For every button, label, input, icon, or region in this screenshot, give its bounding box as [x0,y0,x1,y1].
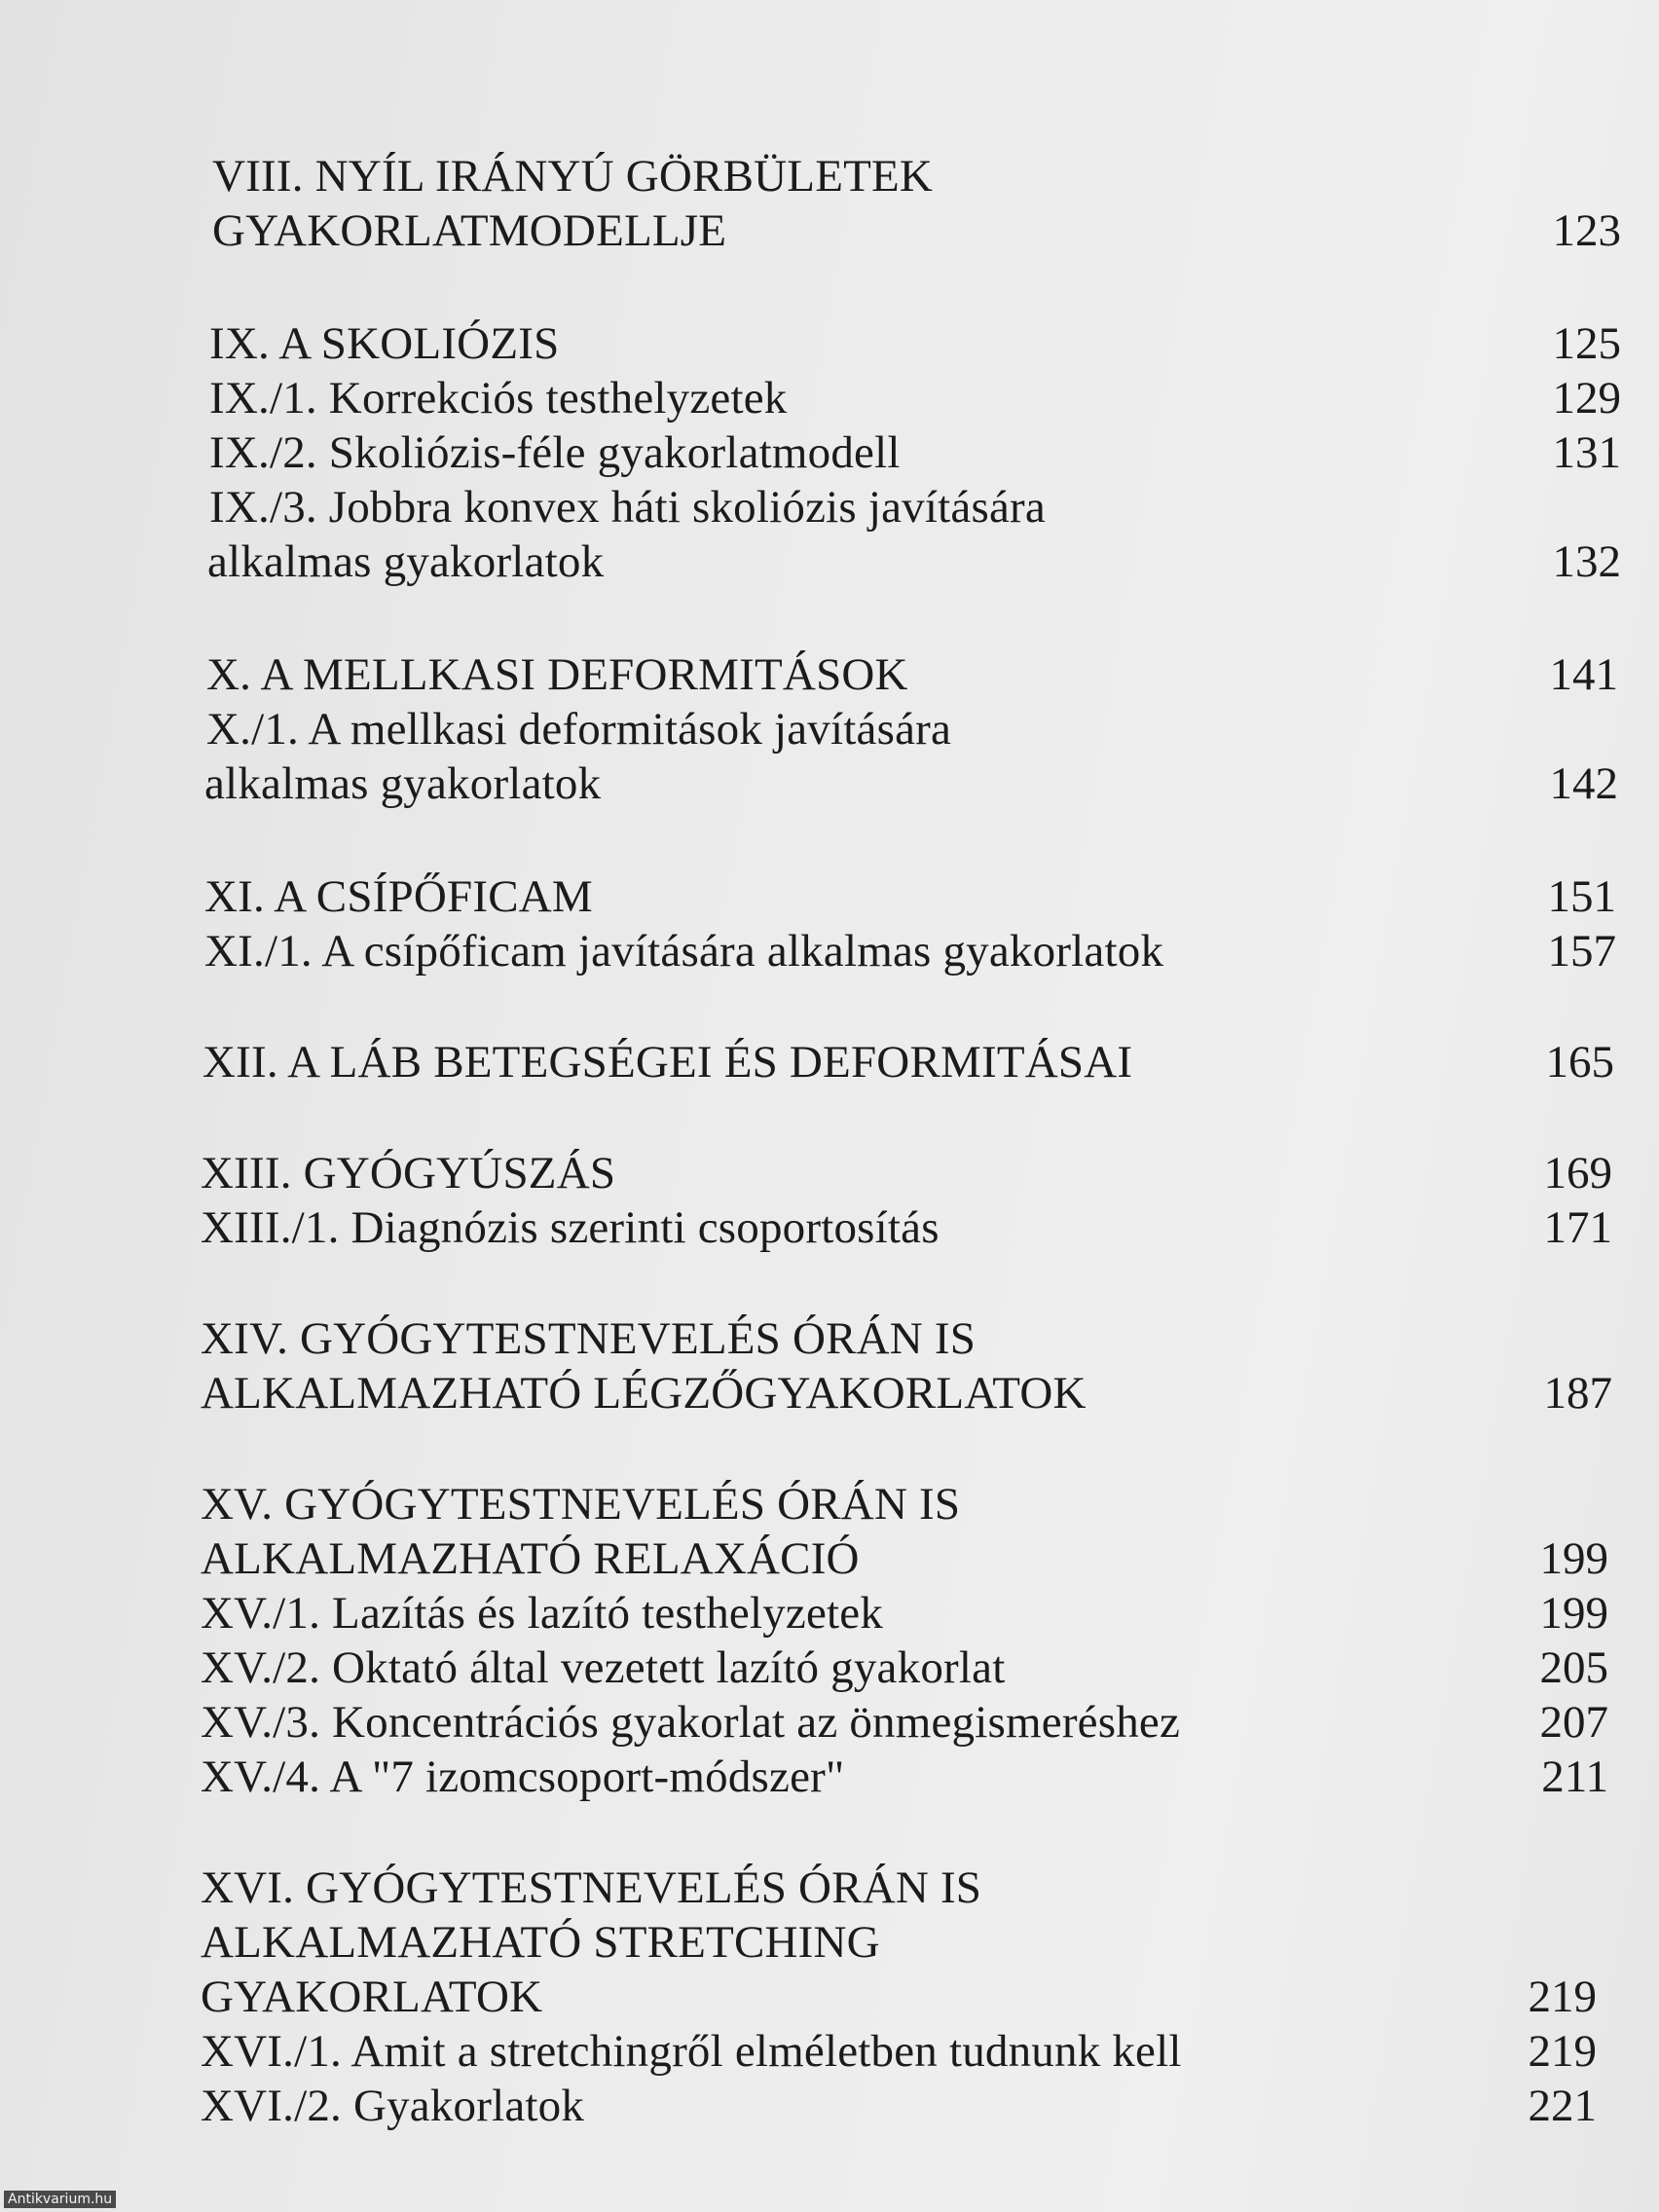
toc-entry-viii-title-line1: VIII. NYÍL IRÁNYÚ GÖRBÜLETEK [212,151,934,202]
toc-entry-ix-1-page: 129 [1552,373,1621,424]
toc-entry-xv-3-page: 207 [1539,1697,1608,1748]
toc-entry-x-title: X. A MELLKASI DEFORMITÁSOK [206,649,908,700]
watermark: Antikvarium.hu [4,2191,116,2208]
toc-entry-xiii-page: 169 [1543,1148,1612,1198]
toc-entry-xvi-title-line2: ALKALMAZHATÓ STRETCHING [201,1917,880,1968]
toc-entry-xiv-title-line2: ALKALMAZHATÓ LÉGZŐGYAKORLATOK [201,1368,1087,1419]
toc-entry-xi-title: XI. A CSÍPŐFICAM [204,871,593,922]
toc-entry-x-page: 141 [1549,649,1618,700]
toc-entry-xiii-1-title: XIII./1. Diagnózis szerinti csoportosítás [201,1202,940,1253]
toc-entry-xvi-title-line1: XVI. GYÓGYTESTNEVELÉS ÓRÁN IS [201,1862,982,1913]
toc-entry-ix-3-title-line2: alkalmas gyakorlatok [207,536,605,587]
toc-entry-xvi-page: 219 [1528,1972,1597,2022]
toc-entry-x-1-page: 142 [1549,758,1618,809]
toc-entry-xi-1-title: XI./1. A csípőficam javítására alkalmas gyakorlatok [204,926,1164,977]
toc-entry-ix-1-title: IX./1. Korrekciós testhelyzetek [209,373,788,424]
toc-entry-ix-2-title: IX./2. Skoliózis-féle gyakorlatmodell [209,427,901,478]
toc-entry-xv-title-line1: XV. GYÓGYTESTNEVELÉS ÓRÁN IS [201,1479,961,1530]
toc-entry-xi-1-page: 157 [1547,926,1616,977]
toc-entry-xvi-2-page: 221 [1528,2081,1597,2131]
toc-entry-ix-title: IX. A SKOLIÓZIS [209,318,560,369]
toc-entry-xv-4-page: 211 [1541,1751,1608,1802]
toc-entry-xii-page: 165 [1545,1037,1614,1088]
toc-entry-viii-title-line2: GYAKORLATMODELLJE [212,205,727,256]
toc-entry-xvi-2-title: XVI./2. Gyakorlatok [201,2081,585,2131]
toc-entry-x-1-title-line1: X./1. A mellkasi deformitások javítására [206,704,952,755]
toc-entry-xv-2-title: XV./2. Oktató által vezetett lazító gyakorlat [201,1642,1006,1693]
toc-entry-xv-4-title: XV./4. A "7 izomcsoport-módszer" [201,1751,845,1802]
toc-entry-xv-2-page: 205 [1539,1642,1608,1693]
toc-entry-xvi-1-title: XVI./1. Amit a stretchingről elméletben tudnunk kell [201,2026,1182,2077]
toc-entry-ix-3-title-line1: IX./3. Jobbra konvex háti skoliózis javítására [209,482,1046,533]
toc-entry-xv-page: 199 [1539,1533,1608,1584]
toc-entry-xi-page: 151 [1547,871,1616,922]
toc-entry-xiii-title: XIII. GYÓGYÚSZÁS [201,1148,616,1198]
toc-entry-xv-1-title: XV./1. Lazítás és lazító testhelyzetek [201,1588,884,1639]
toc-entry-xiii-1-page: 171 [1543,1202,1612,1253]
toc-entry-ix-2-page: 131 [1552,427,1621,478]
toc-entry-xv-title-line2: ALKALMAZHATÓ RELAXÁCIÓ [201,1533,860,1584]
toc-entry-x-1-title-line2: alkalmas gyakorlatok [204,758,602,809]
toc-entry-xvi-title-line3: GYAKORLATOK [201,1972,543,2022]
toc-entry-ix-page: 125 [1552,318,1621,369]
toc-entry-xvi-1-page: 219 [1528,2026,1597,2077]
toc-entry-xv-3-title: XV./3. Koncentrációs gyakorlat az önmegismeréshez [201,1697,1181,1748]
toc-entry-xiv-page: 187 [1543,1368,1612,1419]
toc-entry-viii-page: 123 [1552,205,1621,256]
toc-entry-ix-3-page: 132 [1552,536,1621,587]
toc-entry-xiv-title-line1: XIV. GYÓGYTESTNEVELÉS ÓRÁN IS [201,1313,977,1364]
toc-entry-xv-1-page: 199 [1539,1588,1608,1639]
toc-entry-xii-title: XII. A LÁB BETEGSÉGEI ÉS DEFORMITÁSAI [203,1037,1133,1088]
